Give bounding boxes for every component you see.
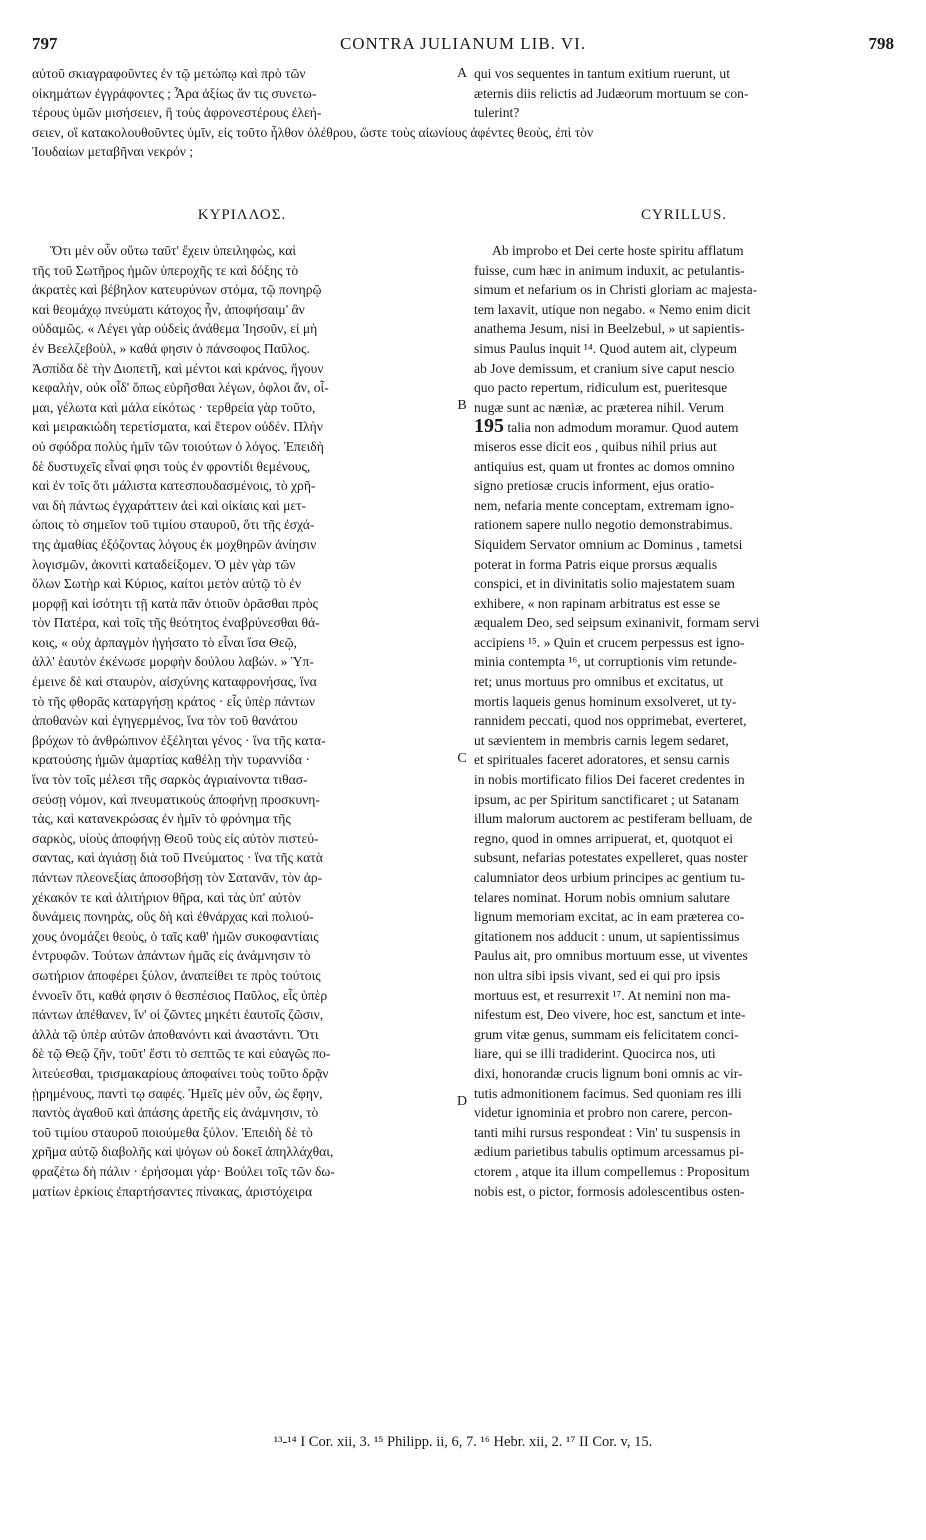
latin-top-text — [474, 64, 894, 123]
text-line: tulerint? — [474, 105, 520, 121]
text-line: ὅλων Σωτὴρ καὶ Κύριος, καίτοι μετὸν αὐτῷ τὸ ἐν — [32, 576, 302, 592]
text-line: ret; unus mortuus pro omnibus et excitatus, ut — [474, 674, 724, 690]
text-line: τέρους ὑμῶν μισήσειεν, ἢ τοὺς ἀφρονεστέρους ἐλεή- — [32, 105, 322, 121]
text-line: ἵνα τὸν τοῖς μέλεσι τῆς σαρκὸς ἀγριαίνοντα τιθασ- — [32, 772, 308, 788]
text-line: anathema Jesum, nisi in Beelzebul, » ut sapientis- — [474, 321, 745, 337]
text-line: χρῆμα αὐτῷ διαβολῆς καὶ ψόγων οὐ δοκεῖ ἀπηλλάχθαι, — [32, 1144, 334, 1160]
text-line: poterat in forma Patris eique prorsus æqualis — [474, 556, 718, 572]
text-line: κοις, « οὐχ ἁρπαγμὸν ἡγήσατο τὸ εἶναι ἴσα Θεῷ, — [32, 634, 297, 650]
text-line: ἀλλὰ τῷ ὑπὲρ αὐτῶν ἀποθανόντι καὶ ἀναστάντι. Ὅτι — [32, 1026, 319, 1042]
text-line: ἀκρατὲς καὶ βέβηλον κατευρύνων στόμα, τῷ πονηρῷ — [32, 282, 322, 298]
text-line: minia contempta ¹⁶, ut corruptionis vim retunde- — [474, 654, 737, 670]
text-line: ædium parietibus tabulis optimum arcessamus pi- — [474, 1144, 744, 1160]
text-line: της ἀμαθίας ἐξόζοντας λόγους ἐκ μοχθηρῶν ἀνίησιν — [32, 536, 317, 552]
text-line: Ἀσπίδα δὲ τὴν Διοπετῆ, καὶ μέντοι καὶ κράνος, ἤγουν — [32, 360, 324, 376]
text-line: ᾑρημένους, παντὶ τῳ σαφές. Ἡμεῖς μὲν οὖν, ὡς ἔφην, — [32, 1085, 323, 1101]
text-line: οἰκημάτων ἐγγράφοντες ; Ἆρα ἀξίως ἄν τις συνετω- — [32, 85, 317, 101]
text-line: accipiens ¹⁵. » Quin et crucem perpessus est igno- — [474, 634, 745, 650]
text-line: πάντων ἀπέθανεν, ἵν' οἱ ζῶντες μηκέτι ἑαυτοῖς ζῶσιν, — [32, 1007, 324, 1023]
text-line: ἐννοεῖν ὅτι, καθά φησιν ὁ θεσπέσιος Παῦλος, εἷς ὑπὲρ — [32, 987, 328, 1003]
text-line: τοῦ τιμίου σταυροῦ ποιούμεθα ξύλον. Ἐπειδὴ δὲ τὸ — [32, 1124, 313, 1140]
text-line: fuisse, cum hæc in animum induxit, ac petulantis- — [474, 262, 745, 278]
text-line: Paulus ait, pro omnibus mortuum esse, ut viventes — [474, 948, 748, 964]
text-line: in nobis mortificato filios Dei faceret credentes in — [474, 772, 745, 788]
text-line: Ab improbo et Dei certe hoste spiritu afflatum — [492, 243, 744, 258]
text-line: æternis diis relictis ad Judæorum mortuum se con- — [474, 85, 749, 101]
text-line: et spirituales faceret adoratores, et sensu carnis — [474, 752, 730, 768]
latin-body-text — [474, 241, 894, 1201]
text-line: non ultra sibi ipsis vivant, sed ei qui pro ipsis — [474, 967, 721, 983]
greek-top-spanning — [32, 123, 894, 162]
text-line: quo pacto repertum, ridiculum est, pueritesque — [474, 380, 728, 396]
text-line: mortis laqueis genus hominum exsolveret, ut ty- — [474, 693, 737, 709]
margin-marker-d: D — [456, 1094, 468, 1109]
text-line: ab Jove demissum, et cranium sive caput nescio — [474, 360, 735, 376]
page-reference-number: 195 — [474, 417, 504, 437]
text-line: τὰς, καὶ κατανεκρώσας ἐν ἡμῖν τὸ φρόνημα τῆς — [32, 811, 291, 827]
margin-marker-a: A — [456, 66, 468, 81]
text-line: simum et nefarium os in Christi gloriam ac majesta- — [474, 282, 758, 298]
text-line: exhibere, « non rapinam arbitratus est esse se — [474, 595, 721, 611]
text-line — [474, 417, 894, 437]
text-line: δὲ δυστυχεῖς εἶναί φησι τοὺς ἐν φροντίδι θεμένους, — [32, 458, 311, 474]
text-line: λογισμῶν, ἀκονιτὶ καταδείξομεν. Ὁ μὲν γὰρ τῶν — [32, 556, 296, 572]
text-line: dixi, honorandæ crucis lignum boni omnis ac vir- — [474, 1065, 743, 1081]
text-line: ut sævientem in membris carnis legem sedaret, — [474, 732, 729, 748]
text-line: ματίων ἑρκίοις ἐπαρτήσαντες πίνακας, ἀριστόχειρα — [32, 1183, 313, 1199]
text-line: tanti mihi rursus respondeat : Vin' tu suspensis in — [474, 1124, 741, 1140]
text-line: videtur ignominia et probro non carere, percon- — [474, 1105, 733, 1121]
text-line: illum malorum auctorem ac pestiferam belluam, de — [474, 811, 753, 827]
text-line: simus Paulus inquit ¹⁴. Quod autem ait, clypeum — [474, 340, 737, 356]
text-line: δὲ τῷ Θεῷ ζῆν, τοῦτ' ἔστι τὸ σεπτῶς τε καὶ εὐαγῶς πο- — [32, 1046, 331, 1062]
text-line: τὸν Πατέρα, καὶ τοῖς τῆς θεότητος ἐναβρύνεσθαι θά- — [32, 615, 320, 631]
latin-heading: CYRILLUS. — [640, 207, 728, 223]
text-line: nem, nefaria mente conceptam, extremam igno- — [474, 497, 735, 513]
text-line: ἀποθανὼν καὶ ἐγηγερμένος, ἵνα τὸν τοῦ θανάτου — [32, 713, 298, 729]
greek-heading: ΚΥΡΙΛΛΟΣ. — [197, 207, 287, 223]
text-line: καὶ μειρακιώδη τερετίσματα, καὶ ἕτερον οὐδέν. Πλὴν — [32, 419, 323, 435]
text-line: Ὅτι μὲν οὖν οὕτω ταῦτ' ἔχειν ὑπειληφὼς, καὶ — [50, 243, 296, 258]
text-line: λιτεύεσθαι, τρισμακαρίους ἀποφαίνει τοὺς τοῦτο δρᾷν — [32, 1065, 329, 1081]
text-line: æqualem Deo, sed seipsum exinanivit, formam servi — [474, 615, 760, 631]
text-line: rannidem peccati, quod nos opprimebat, everteret, — [474, 713, 747, 729]
text-line: χους ὀνομάζει θεοὺς, ὁ ταῖς καθ' ἡμῶν συκοφαντίαις — [32, 928, 319, 944]
footnotes: ¹³-¹⁴ I Cor. xii, 3. ¹⁵ Philipp. ii, 6, 7. ¹⁶ Hebr. xii, 2. ¹⁷ II Cor. v, 15. — [273, 1434, 653, 1450]
text-line: calumniator deos urbium principes ac gentium tu- — [474, 870, 746, 885]
text-line: ipsum, ac per Spiritum sanctificaret ; ut Satanam — [474, 791, 740, 807]
text-line: lignum memoriam excitat, ac in eam præterea co- — [474, 909, 745, 925]
running-title: CONTRA JULIANUM LIB. VI. — [339, 34, 587, 53]
text-line: αὐτοῦ σκιαγραφοῦντες ἐν τῷ μετώπῳ καὶ πρὸ τῶν — [32, 66, 306, 81]
page-number-left: 797 — [32, 34, 58, 53]
margin-marker-c: C — [457, 751, 467, 766]
text-line: signo pretiosæ crucis informent, ejus oratio- — [474, 478, 715, 494]
text-line: σωτήριον ἀποφέρει ξύλον, ἀναπείθει τε πρὸς τούτοις — [32, 967, 321, 983]
text-line: ctorem , atque ita illum compellemus : Propositum — [474, 1163, 750, 1179]
text-line: παντὸς ἀγαθοῦ καὶ ἁπάσης ἀρετῆς εἰς ἀνάμνησιν, τὸ — [32, 1105, 319, 1121]
text-line: ἀλλ' ἑαυτὸν ἐκένωσε μορφὴν δούλου λαβών. » Ὑπ- — [32, 654, 314, 670]
text-line: μαι, γέλωτα καὶ μάλα εἰκότως · τερθρεία γὰρ τοῦτο, — [32, 399, 316, 415]
text-line: δυνάμεις πονηρὰς, οὓς δὴ καὶ ἐθνάρχας καὶ πολιού- — [32, 909, 314, 925]
text-line: telares nominat. Horum nobis omnium salutare — [474, 889, 730, 905]
greek-top-text — [32, 64, 452, 123]
text-line: grum vitæ genus, summam eis felicitatem conci- — [474, 1026, 739, 1042]
text-line: ἐντρυφῶν. Τούτων ἁπάντων ἡμᾶς εἰς ἀνάμνησιν τὸ — [32, 948, 311, 964]
text-line: χέκακόν τε καὶ ἀλιτήριον θῆρα, καὶ τὰς ὑπ' αὐτὸν — [32, 889, 301, 905]
text-line: σαρκὸς, υἱοὺς ἀποφήνῃ Θεοῦ τοὺς εἰς αὐτὸν πιστεύ- — [32, 830, 319, 846]
text-line: κρατούσης ἡμῶν ἁμαρτίας καθέλῃ τὴν τυραννίδα · — [32, 752, 310, 768]
text-line: σειεν, οἳ κατακολουθοῦντες ὑμῖν, εἰς τοῦτο ἦλθον ὀλέθρου, ὥστε τοὺς αἰωνίους ἀφέντες θεοὺς, ἐπὶ τὸν — [32, 124, 594, 140]
text-line: καὶ θεομάχῳ πνεύματι κάτοχος ἦν, ἀποφήσαιμ' ἂν — [32, 301, 305, 317]
text-line: antiquius est, quam ut frontes ac domos omnino — [474, 458, 735, 474]
text-line: miseros esse dicit eos , quibus nihil prius aut — [474, 438, 717, 454]
text-line: κεφαλὴν, οὐκ οἶδ' ὅπως εὑρῆσθαι λέγων, ὀφλοι ἄν, οἶ- — [32, 380, 329, 396]
page-header — [32, 34, 894, 56]
text-line: nifestum est, Deo vivere, hoc est, sanctum et inte- — [474, 1007, 746, 1023]
text-line: βρόχων τὸ ἀνθρώπινον ἐξέληται γένος · ἵνα τῆς κατα- — [32, 732, 326, 748]
text-line: nobis est, o pictor, formosis adolescentibus osten- — [474, 1183, 745, 1199]
text-line: μορφῇ καὶ ἰσότητι τῇ κατὰ πᾶν ὁτιοῦν ὁρᾶσθαι πρὸς — [32, 595, 318, 611]
text-line: qui vos sequentes in tantum exitium ruerunt, ut — [474, 66, 730, 81]
text-line: tutis admonitionem facimus. Sed quoniam res illi — [474, 1085, 742, 1101]
text-line: nugæ sunt ac næniæ, ac præterea nihil. Verum — [474, 399, 725, 415]
text-line: έμεινε δὲ καὶ σταυρὸν, αἰσχύνης καταφρονήσας, ἵνα — [32, 674, 317, 690]
text-line: ώποις τὸ σημεῖον τοῦ τιμίου σταυροῦ, ὅτι τῆς ἐσχά- — [32, 517, 315, 533]
text-fragment: talia non admodum moramur. Quod autem — [507, 420, 739, 436]
page-number-right: 798 — [868, 34, 894, 53]
text-line: τὸ τῆς φθορᾶς καταργήσῃ κράτος · εἷς ὑπὲρ πάντων — [32, 693, 316, 709]
text-line: Ἰουδαίων μεταβῆναι νεκρόν ; — [32, 144, 194, 160]
text-line: σαντας, καὶ ἁγιάσῃ διὰ τοῦ Πνεύματος · ἵνα τῆς κατὰ — [32, 850, 323, 866]
text-line: rationem sapere nullo negotio demonstrabimus. — [474, 517, 733, 533]
text-line: regno, quod in omnes arripuerat, et, quotquot ei — [474, 830, 733, 846]
text-line: liare, qui se illi tradiderint. Quocirca nos, uti — [474, 1046, 716, 1062]
text-line: φραζέτω δὴ πάλιν · ἐρήσομαι γάρ· Βούλει τοῖς τῶν δω- — [32, 1163, 335, 1179]
text-line: οὐ σφόδρα πολὺς ἡμῖν τῶν τοιούτων ὁ λόγος. Ἐπειδὴ — [32, 438, 324, 454]
greek-body-text — [32, 241, 452, 1201]
text-line: subsunt, nefarias potestates expelleret, quas noster — [474, 850, 748, 866]
text-line: gitationem nos adducit : unum, ut sapientissimus — [474, 928, 740, 944]
text-line: σεύσῃ νόμον, καὶ πνευματικοὺς ἀποφήνῃ προσκυνη- — [32, 791, 320, 807]
text-line: Siquidem Servator omnium ac Dominus , tametsi — [474, 536, 743, 552]
text-line: tem laxavit, utique non negabo. « Nemo enim dicit — [474, 301, 751, 317]
text-line: τῆς τοῦ Σωτῆρος ἡμῶν ὑπεροχῆς τε καὶ δόξης τὸ — [32, 262, 299, 278]
margin-marker-b: B — [457, 398, 467, 413]
text-line: mortuus est, et resurrexit ¹⁷. At nemini non ma- — [474, 987, 731, 1003]
text-line: ἐν Βεελζεβοὺλ, » καθά φησιν ὁ πάνσοφος Παῦλος. — [32, 340, 310, 356]
text-line: πάντων πλεονεξίας ἀποσοβήσῃ τὸν Σατανᾶν, τὸν ἀρ- — [32, 870, 323, 885]
text-line: ναι δὴ πάντως ἐγχαράττειν ἀεὶ καὶ οἰκίαις καὶ μετ- — [32, 497, 307, 513]
text-line: οὐδαμῶς. « Λέγει γὰρ οὐδεὶς ἀνάθεμα Ἰησοῦν, εἰ μὴ — [32, 321, 318, 337]
text-line: conspici, et in divinitatis solio majestatem suam — [474, 576, 735, 592]
text-line: καὶ ἐν τοῖς ὅτι μάλιστα κατεσπουδασμένοις, τὸ χρῆ- — [32, 478, 316, 494]
